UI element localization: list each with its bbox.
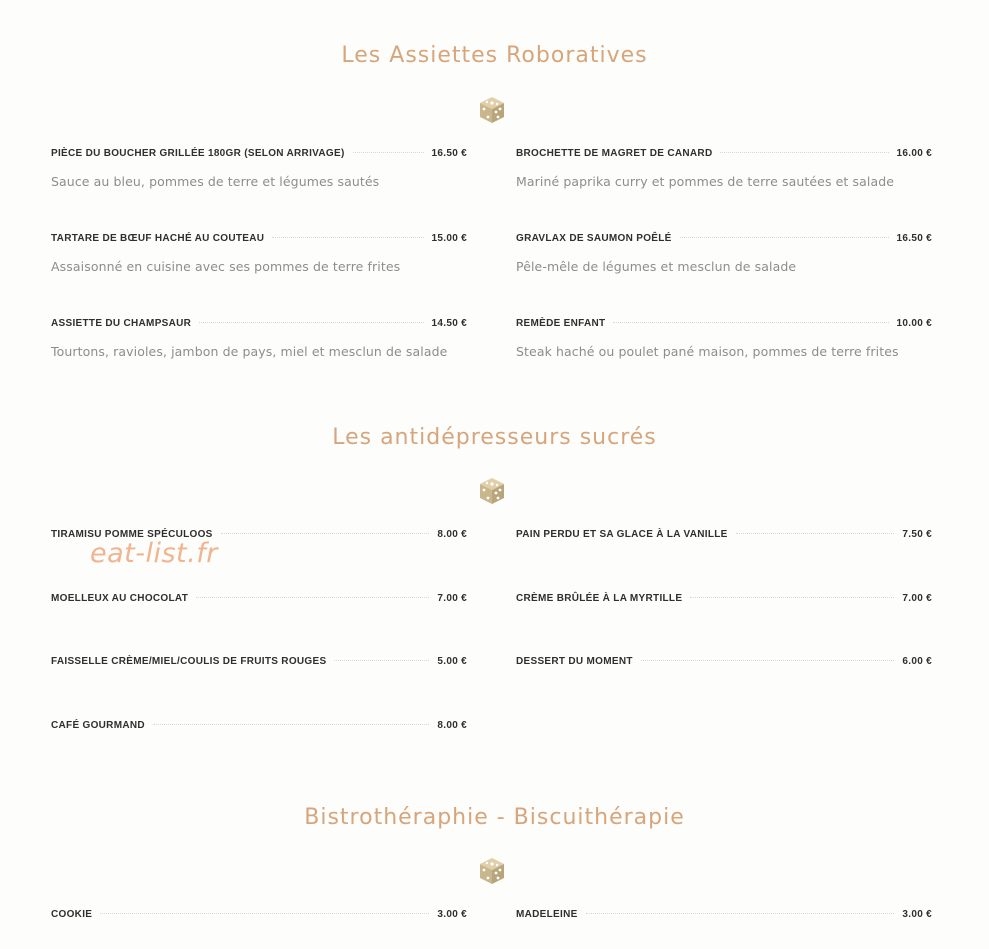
dotted-leader [641,659,895,661]
item-price: 8.00 € [437,720,467,731]
menu-item [51,656,467,667]
dotted-leader [100,912,429,914]
dotted-leader [196,596,429,598]
dotted-leader [613,321,888,323]
item-name: COOKIE [51,909,93,920]
dotted-leader [272,236,423,238]
menu-item [516,656,932,667]
item-price: 7.00 € [437,593,467,604]
item-name: PAIN PERDU ET SA GLACE À LA VANILLE [516,529,728,540]
item-name: FAISSELLE CRÈME/MIEL/COULIS DE FRUITS ROUGES [51,656,327,667]
dotted-leader [690,596,894,598]
dice-icon [477,856,507,886]
item-description: Sauce au bleu, pommes de terre et légumes sautés [51,174,380,189]
dotted-leader [736,532,895,534]
dotted-leader [680,236,889,238]
item-price: 14.50 € [431,318,467,329]
item-name: REMÈDE ENFANT [516,318,606,329]
item-name: TARTARE DE BŒUF HACHÉ AU COUTEAU [51,233,265,244]
item-name: GRAVLAX DE SAUMON POÊLÉ [516,233,672,244]
item-name: DESSERT DU MOMENT [516,656,633,667]
item-name: CAFÉ GOURMAND [51,720,145,731]
dotted-leader [199,321,423,323]
item-name: CRÈME BRÛLÉE À LA MYRTILLE [516,593,683,604]
item-name: MOELLEUX AU CHOCOLAT [51,593,189,604]
item-price: 6.00 € [902,656,932,667]
dice-icon [477,476,507,506]
item-price: 3.00 € [437,909,467,920]
item-name: PIÈCE DU BOUCHER GRILLÉE 180GR (SELON ARRIVAGE) [51,148,345,159]
dotted-leader [221,532,430,534]
item-description: Assaisonné en cuisine avec ses pommes de terre frites [51,259,401,274]
item-description: Mariné paprika curry et pommes de terre sautées et salade [516,174,895,189]
menu-item [51,909,467,920]
item-name: TIRAMISU POMME SPÉCULOOS [51,529,213,540]
item-name: BROCHETTE DE MAGRET DE CANARD [516,148,713,159]
item-description: Steak haché ou poulet pané maison, pommes de terre frites [516,344,899,359]
item-price: 16.50 € [431,148,467,159]
menu-item [51,233,467,274]
section-title-assiettes: Les Assiettes Roboratives [341,43,648,68]
menu-item [51,148,467,189]
item-description: Tourtons, ravioles, jambon de pays, miel et mesclun de salade [51,344,448,359]
item-price: 7.00 € [902,593,932,604]
item-price: 5.00 € [437,656,467,667]
dotted-leader [720,151,888,153]
section-title-desserts: Les antidépresseurs sucrés [332,425,657,450]
watermark: eat-list.fr [90,538,218,569]
menu-item [516,233,932,274]
menu-item [516,318,932,359]
menu-item [516,593,932,604]
item-price: 8.00 € [437,529,467,540]
item-description: Pêle-mêle de légumes et mesclun de salade [516,259,797,274]
dice-icon [477,95,507,125]
dotted-leader [153,723,429,725]
item-price: 15.00 € [431,233,467,244]
menu-item [51,318,467,359]
dotted-leader [586,912,895,914]
item-price: 16.50 € [896,233,932,244]
item-name: ASSIETTE DU CHAMPSAUR [51,318,192,329]
menu-item [51,593,467,604]
item-price: 16.00 € [896,148,932,159]
dotted-leader [334,659,429,661]
item-price: 7.50 € [902,529,932,540]
menu-item [51,720,467,731]
menu-item [516,909,932,920]
item-name: MADELEINE [516,909,578,920]
item-price: 10.00 € [896,318,932,329]
menu-item [516,148,932,189]
menu-item [516,529,932,540]
dotted-leader [353,151,424,153]
section-title-biscuits: Bistrothéraphie - Biscuithérapie [304,805,685,830]
item-price: 3.00 € [902,909,932,920]
